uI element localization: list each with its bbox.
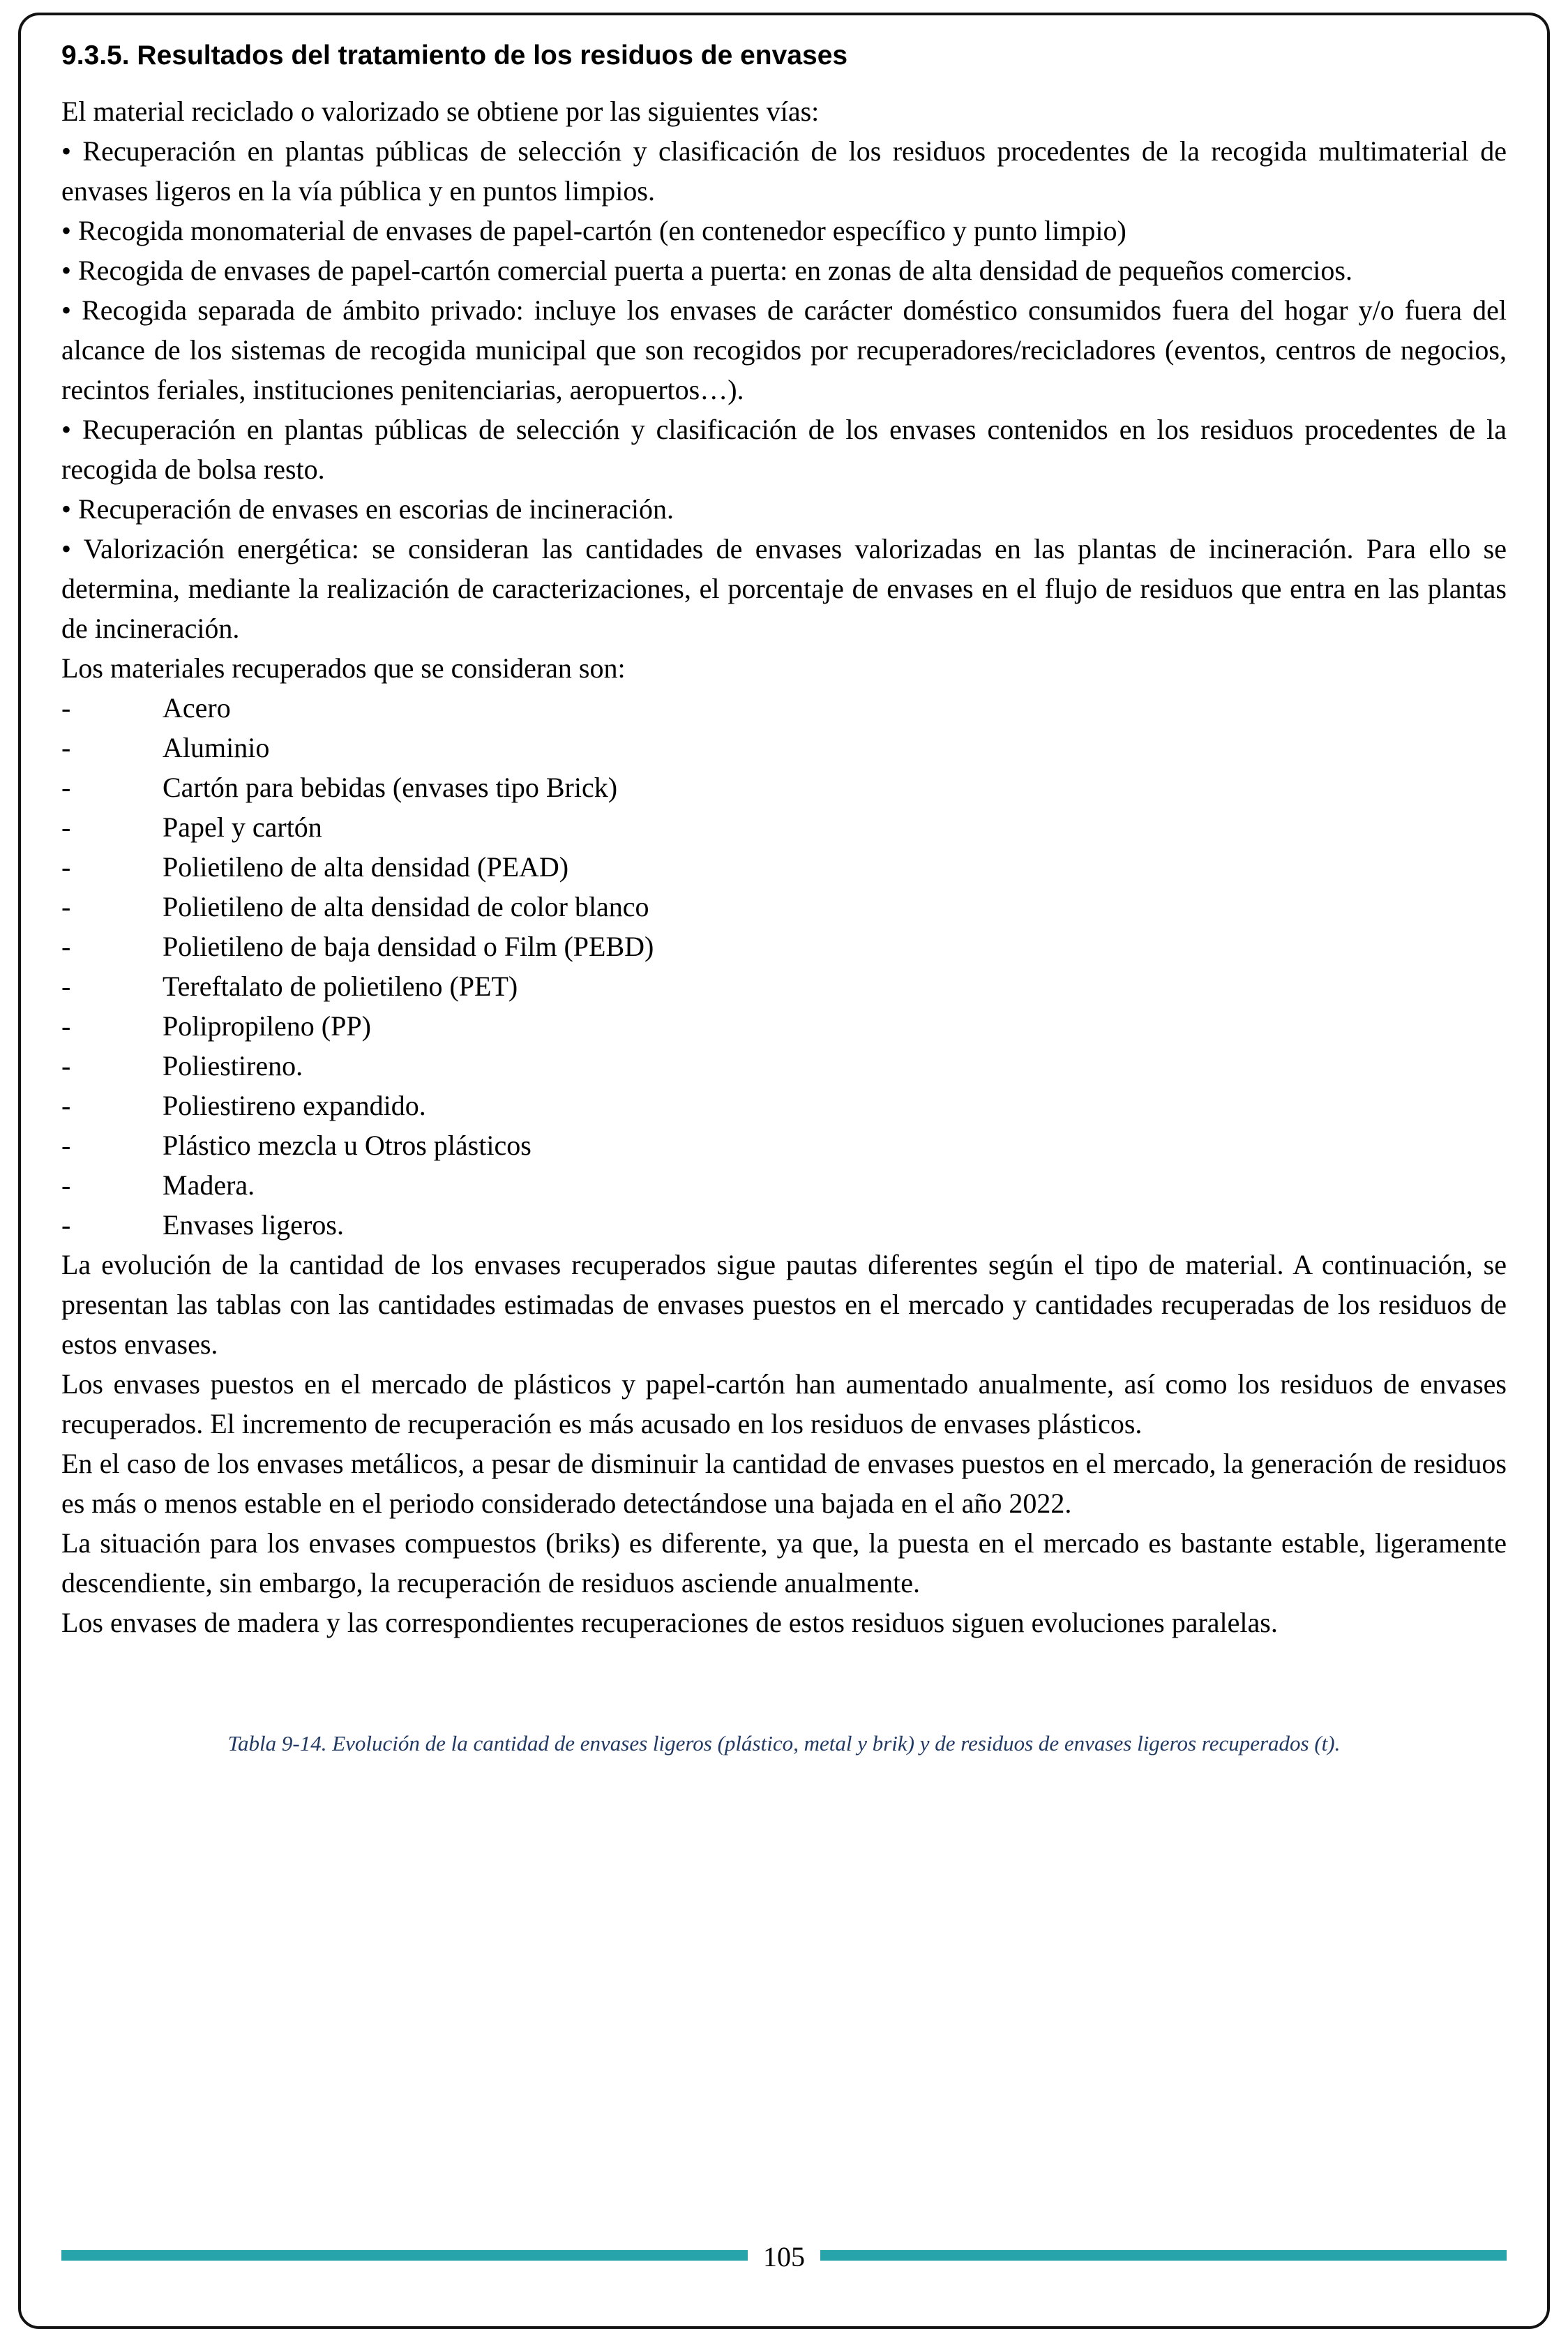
body-paragraph: En el caso de los envases metálicos, a pesar de disminuir la cantidad de envases puestos en el mercado, la generación de residuos es más o menos estable en el periodo considerado detectándose una bajada en el año 2022. [61,1447,1507,1519]
list-item-text: Poliestireno expandido. [163,1089,426,1121]
body-paragraph: Los envases de madera y las correspondientes recuperaciones de estos residuos siguen evoluciones paralelas. [61,1606,1278,1638]
bullet-paragraph: • Recogida monomaterial de envases de papel-cartón (en contenedor específico y punto limpio) [61,214,1126,246]
intro-paragraph: El material reciclado o valorizado se obtiene por las siguientes vías: [61,95,820,127]
bullet-paragraph: • Recuperación en plantas públicas de selección y clasificación de los envases contenidos en los residuos procedentes de la recogida de bolsa resto. [61,413,1507,485]
list-item [61,847,1507,887]
body-paragraph: La evolución de la cantidad de los envases recuperados sigue pautas diferentes según el tipo de material. A continuación, se presentan las tablas con las cantidades estimadas de envases puestos en el mercado y cantidades recuperadas de los residuos de estos envases. [61,1248,1507,1360]
list-marker: - [61,1089,71,1121]
list-item [61,966,1507,1006]
body-paragraph: La situación para los envases compuestos (briks) es diferente, ya que, la puesta en el mercado es bastante estable, ligeramente descendiente, sin embargo, la recuperación de residuos asciende anualmente. [61,1527,1507,1598]
list-marker: - [61,970,71,1002]
list-item-text: Polipropileno (PP) [163,1010,371,1042]
list-marker: - [61,771,71,803]
list-item-text: Envases ligeros. [163,1208,344,1241]
list-item [61,1046,1507,1086]
list-marker: - [61,890,71,922]
list-item-text: Poliestireno. [163,1049,303,1081]
list-item [61,927,1507,966]
list-item [61,767,1507,807]
list-item [61,887,1507,927]
list-marker: - [61,851,71,883]
page-number: 105 [748,2241,820,2273]
list-item-text: Papel y cartón [163,811,322,843]
list-item-text: Polietileno de alta densidad de color blanco [163,890,649,922]
list-marker: - [61,691,71,724]
list-item-text: Acero [163,691,231,724]
list-marker: - [61,1129,71,1161]
list-marker: - [61,1169,71,1201]
table-caption: Tabla 9-14. Evolución de la cantidad de envases ligeros (plástico, metal y brik) y de residuos de envases ligeros recuperados (t). [227,1730,1341,1755]
list-marker: - [61,811,71,843]
list-item-text: Polietileno de baja densidad o Film (PEBD) [163,930,654,962]
list-item-text: Madera. [163,1169,255,1201]
materials-intro: Los materiales recuperados que se consideran son: [61,652,626,684]
list-marker: - [61,1208,71,1241]
materials-list [61,688,1507,1245]
list-item [61,728,1507,767]
list-item [61,1205,1507,1245]
list-item-text: Cartón para bebidas (envases tipo Brick) [163,771,618,803]
list-item [61,688,1507,728]
list-item-text: Tereftalato de polietileno (PET) [163,970,518,1002]
list-marker: - [61,1049,71,1081]
list-item-text: Plástico mezcla u Otros plásticos [163,1129,532,1161]
list-item [61,807,1507,847]
list-item-text: Polietileno de alta densidad (PEAD) [163,851,569,883]
bullet-paragraph: • Recogida de envases de papel-cartón comercial puerta a puerta: en zonas de alta densidad de pequeños comercios. [61,254,1352,286]
list-item [61,1086,1507,1125]
bullet-paragraph: • Recogida separada de ámbito privado: incluye los envases de carácter doméstico consumidos fuera del hogar y/o fuera del alcance de los sistemas de recogida municipal que son recogidos por recuperadores/recicladores (eventos, centros de negocios, recintos feriales, instituciones penitenciarias, aeropuertos…). [61,294,1507,405]
list-marker: - [61,930,71,962]
list-marker: - [61,731,71,763]
body-paragraph: Los envases puestos en el mercado de plásticos y papel-cartón han aumentado anualmente, así como los residuos de envases recuperados. El incremento de recuperación es más acusado en los residuos de envases plásticos. [61,1368,1507,1439]
list-item [61,1165,1507,1205]
section-heading: 9.3.5. Resultados del tratamiento de los residuos de envases [61,40,848,70]
list-item [61,1006,1507,1046]
bullet-paragraph: • Valorización energética: se consideran las cantidades de envases valorizadas en las plantas de incineración. Para ello se determina, mediante la realización de caracterizaciones, el porcentaje de envases en el flujo de residuos que entra en las plantas de incineración. [61,532,1507,644]
bullet-paragraph: • Recuperación de envases en escorias de incineración. [61,493,674,525]
page-content [61,39,1507,1758]
bullet-paragraph: • Recuperación en plantas públicas de selección y clasificación de los residuos procedentes de la recogida multimaterial de envases ligeros en la vía pública y en puntos limpios. [61,135,1507,207]
list-marker: - [61,1010,71,1042]
list-item-text: Aluminio [163,731,270,763]
list-item [61,1125,1507,1165]
